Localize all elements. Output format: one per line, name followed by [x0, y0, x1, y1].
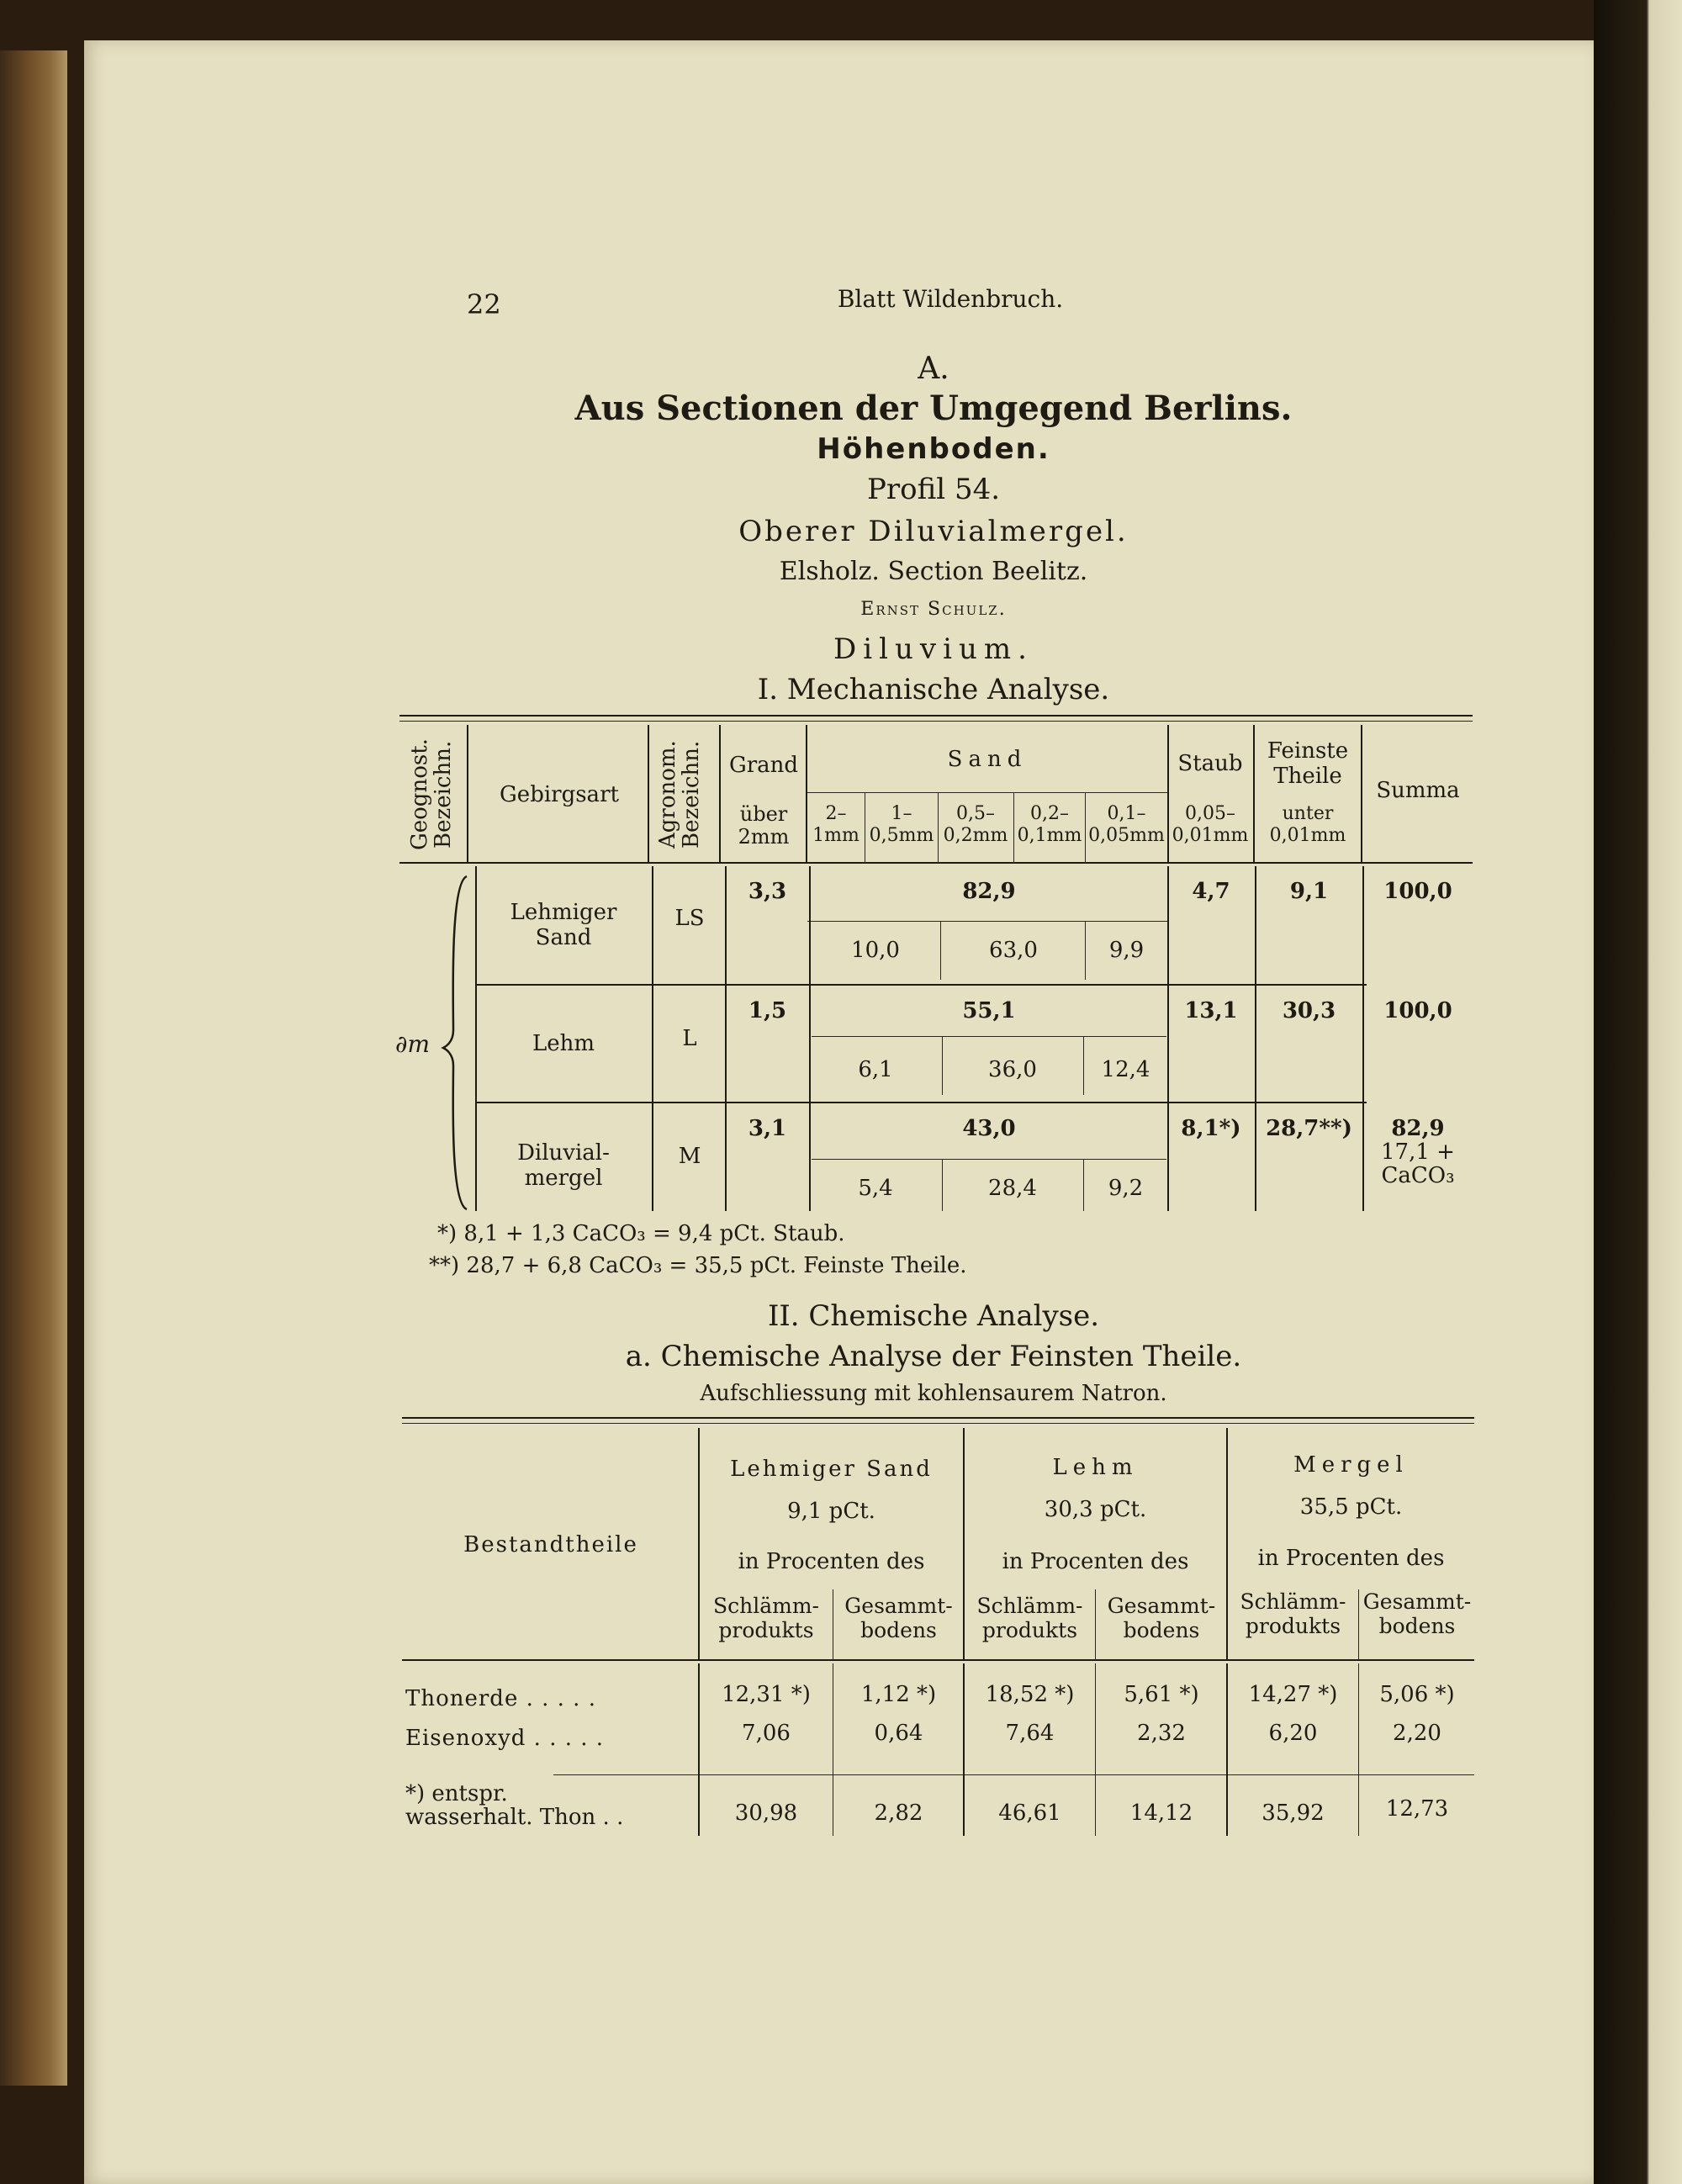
- cell-value: 12,31 *): [722, 1682, 811, 1707]
- group-pct: 30,3 pCt.: [1044, 1497, 1147, 1522]
- row-summa-extra: CaCO₃: [1381, 1163, 1455, 1188]
- cell-value: 1,12 *): [860, 1682, 937, 1707]
- part1-title: I. Mechanische Analyse.: [757, 673, 1110, 706]
- header-sand-col: 1–0,5mm: [869, 803, 934, 846]
- cell-value: 2,82: [874, 1801, 923, 1826]
- row-staub: 13,1: [1184, 998, 1238, 1023]
- row-sand-part: 6,1: [858, 1057, 893, 1082]
- row-feinste: 28,7**): [1266, 1116, 1352, 1141]
- col-schlaemm: Schlämm-produkts: [1240, 1589, 1346, 1638]
- row-agronom: L: [682, 1026, 697, 1051]
- header-grand-size: über 2mm: [738, 802, 790, 849]
- part2-subtitle: a. Chemische Analyse der Feinsten Theile.: [625, 1340, 1242, 1373]
- row-feinste: 9,1: [1289, 879, 1329, 904]
- row-sand-part: 9,2: [1108, 1176, 1144, 1201]
- row-grand: 1,5: [748, 998, 787, 1023]
- cell-value: 30,98: [734, 1801, 798, 1826]
- cell-value: 2,32: [1137, 1721, 1186, 1746]
- author: Ernst Schulz.: [860, 599, 1007, 620]
- row-sand-total: 82,9: [962, 879, 1016, 904]
- group-pct: 35,5 pCt.: [1299, 1494, 1403, 1520]
- book-right-edge: [1594, 0, 1682, 2184]
- row-agronom: LS: [674, 906, 705, 931]
- col-schlaemm: Schlämm-produkts: [976, 1594, 1083, 1642]
- cell-value: 7,06: [742, 1721, 791, 1746]
- header-bestandtheile: Bestandtheile: [463, 1532, 638, 1557]
- cell-value: 35,92: [1262, 1801, 1325, 1826]
- subtitle: Höhenboden.: [817, 432, 1050, 466]
- row-agronom: M: [678, 1144, 701, 1169]
- row-gebirgsart: Diluvial-mergel: [517, 1140, 610, 1191]
- running-title: Blatt Wildenbruch.: [837, 285, 1064, 313]
- footnote: **) 28,7 + 6,8 CaCO₃ = 35,5 pCt. Feinste Theile.: [429, 1253, 967, 1278]
- row-summa: 100,0: [1383, 879, 1452, 904]
- cell-value: 0,64: [874, 1721, 923, 1746]
- group-name: Mergel: [1293, 1452, 1409, 1478]
- row-sand-part: 10,0: [851, 938, 900, 963]
- row-gebirgsart: Lehm: [532, 1031, 595, 1056]
- row-label: Thonerde . . . . .: [405, 1686, 596, 1711]
- cell-value: 2,20: [1393, 1721, 1441, 1746]
- header-sand-col: 0,1–0,05mm: [1088, 803, 1165, 846]
- book-left-edge: [0, 50, 67, 2086]
- cell-value: 5,61 *): [1124, 1682, 1199, 1707]
- header-summa: Summa: [1376, 778, 1460, 803]
- footnote-row-label: *) entspr.: [405, 1781, 508, 1806]
- group-pct: 9,1 pCt.: [787, 1499, 875, 1524]
- row-summa: 100,0: [1383, 998, 1452, 1023]
- cell-value: 14,27 *): [1248, 1682, 1338, 1707]
- group-in-procenten: in Procenten des: [1002, 1549, 1189, 1574]
- period: Diluvium.: [833, 632, 1034, 666]
- row-sand-part: 28,4: [988, 1176, 1037, 1201]
- row-summa: 82,9: [1391, 1116, 1445, 1141]
- row-sand-part: 9,9: [1108, 938, 1145, 963]
- group-in-procenten: in Procenten des: [738, 1549, 925, 1574]
- row-sand-total: 55,1: [962, 998, 1016, 1023]
- row-sand-part: 36,0: [988, 1057, 1037, 1082]
- cell-value: 14,12: [1129, 1801, 1193, 1826]
- row-sand-total: 43,0: [962, 1116, 1016, 1141]
- row-staub: 4,7: [1192, 879, 1230, 904]
- col-gesammt: Gesammt-bodens: [1362, 1589, 1472, 1638]
- header-sand: Sand: [947, 747, 1028, 772]
- header-sand-col: 0,2–0,1mm: [1017, 803, 1082, 846]
- cell-value: 6,20: [1268, 1721, 1318, 1746]
- header-geognost: Geognost. Bezeichn.: [407, 738, 456, 851]
- header-staub: Staub: [1177, 751, 1243, 776]
- row-sand-part: 5,4: [858, 1176, 893, 1201]
- col-gesammt: Gesammt-bodens: [1107, 1594, 1216, 1642]
- header-feinste: Feinste Theile: [1267, 738, 1349, 789]
- cell-value: 12,73: [1385, 1796, 1449, 1822]
- header-agronom: Agronom. Bezeichn.: [655, 740, 704, 849]
- header-feinste-size: unter 0,01mm: [1269, 803, 1346, 846]
- cell-value: 18,52 *): [985, 1682, 1075, 1707]
- row-label: Eisenoxyd . . . . .: [405, 1726, 605, 1751]
- header-staub-size: 0,05–0,01mm: [1172, 803, 1249, 846]
- row-staub: 8,1*): [1181, 1116, 1241, 1141]
- location: Elsholz. Section Beelitz.: [779, 557, 1088, 586]
- col-schlaemm: Schlämm-produkts: [713, 1594, 819, 1642]
- row-sand-part: 12,4: [1101, 1057, 1150, 1082]
- group-name: Lehmiger Sand: [730, 1457, 933, 1482]
- geognost-symbol: ∂m: [395, 1030, 431, 1058]
- col-gesammt: Gesammt-bodens: [844, 1594, 953, 1642]
- header-sand-col: 0,5–0,2mm: [943, 803, 1008, 846]
- row-feinste: 30,3: [1282, 998, 1336, 1023]
- main-title: Aus Sectionen der Umgegend Berlins.: [574, 389, 1293, 428]
- formation: Oberer Diluvialmergel.: [738, 515, 1129, 548]
- row-sand-part: 63,0: [989, 938, 1038, 963]
- cell-value: 5,06 *): [1379, 1682, 1455, 1707]
- row-gebirgsart: Lehmiger Sand: [510, 900, 617, 950]
- header-grand: Grand: [728, 753, 799, 778]
- header-sand-col: 2–1mm: [812, 803, 860, 846]
- profile: Profil 54.: [866, 473, 1001, 506]
- method: Aufschliessung mit kohlensaurem Natron.: [700, 1381, 1167, 1406]
- page-number: 22: [467, 288, 501, 320]
- row-grand: 3,3: [748, 879, 787, 904]
- row-summa-extra: 17,1 +: [1381, 1140, 1455, 1165]
- row-grand: 3,1: [748, 1116, 787, 1141]
- section-letter: A.: [918, 352, 949, 386]
- group-name: Lehm: [1052, 1455, 1139, 1480]
- brace-icon: [442, 875, 475, 1211]
- part2-title: II. Chemische Analyse.: [767, 1299, 1100, 1333]
- cell-value: 46,61: [998, 1801, 1061, 1826]
- footnote: *) 8,1 + 1,3 CaCO₃ = 9,4 pCt. Staub.: [437, 1221, 845, 1246]
- cell-value: 7,64: [1005, 1721, 1055, 1746]
- header-gebirgsart: Gebirgsart: [500, 782, 619, 807]
- footnote-row-label: wasserhalt. Thon . .: [405, 1805, 624, 1830]
- group-in-procenten: in Procenten des: [1257, 1546, 1445, 1571]
